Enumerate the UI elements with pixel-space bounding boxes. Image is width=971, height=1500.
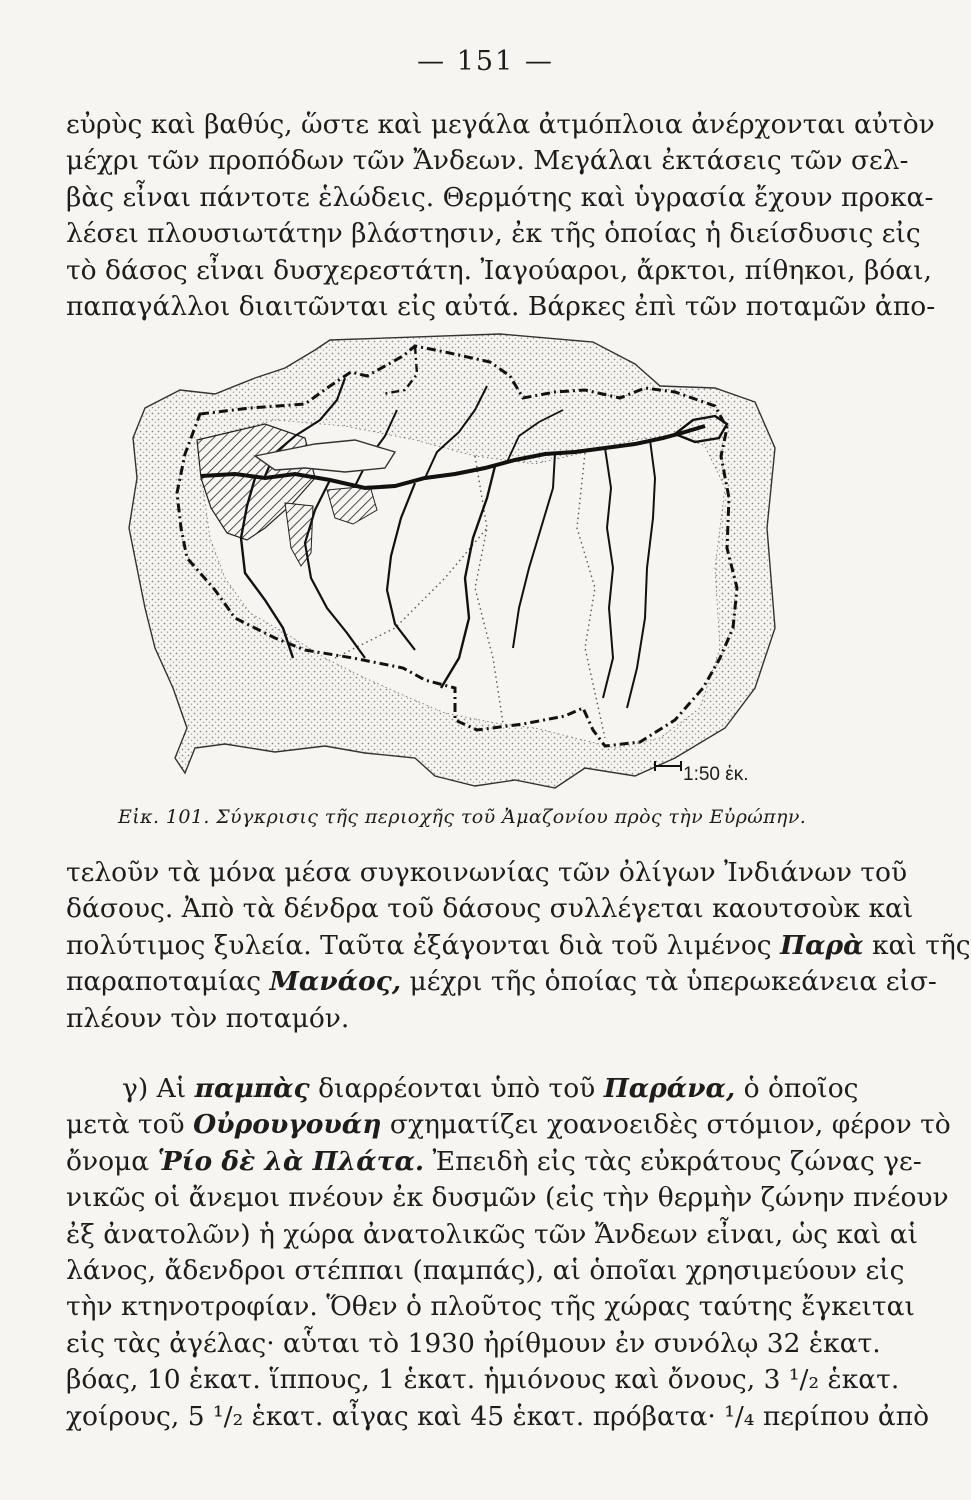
- text-line: λάνος, ἄδενδροι στέππαι (παμπάς), αἱ ὁποῖαι χρησιμεύουν εἰς: [66, 1254, 905, 1286]
- amazon-europe-comparison-map: [115, 328, 805, 800]
- place-name-rio-de-la-plata: Ῥίο δὲ λὰ Πλάτα.: [157, 1145, 425, 1177]
- text-line: μέχρι τῶν προπόδων τῶν Ἄνδεων. Μεγάλαι ἐκτάσεις τῶν σελ-: [66, 145, 909, 177]
- text-line: τὴν κτηνοτροφίαν. Ὅθεν ὁ πλοῦτος τῆς χώρας ταύτης ἔγκειται: [66, 1291, 915, 1323]
- text-line: τὸ δάσος εἶναι δυσχερεστάτη. Ἰαγούαροι, ἄρκτοι, πίθηκοι, βόαι,: [66, 254, 932, 286]
- text-line: βὰς εἶναι πάντοτε ἑλώδεις. Θερμότης καὶ ὑγρασία ἔχουν προκα-: [66, 181, 934, 213]
- text-line: εἰς τὰς ἀγέλας· αὗται τὸ 1930 ἠρίθμουν ἐν συνόλῳ 32 ἑκατ.: [66, 1327, 881, 1359]
- place-name-uruguay: Οὐρουγουάη: [193, 1109, 382, 1141]
- text-line: πλέουν τὸν ποταμόν.: [66, 1002, 350, 1034]
- place-name-parana: Παράνα,: [603, 1073, 736, 1104]
- text-line: παπαγάλλοι διαιτῶνται εἰς αὐτά. Βάρκες ἐπὶ τῶν ποταμῶν ἀπο-: [66, 290, 936, 322]
- text-line: βόας, 10 ἑκατ. ἵππους, 1 ἑκατ. ἡμιόνους καὶ ὄνους, 3 ¹/₂ ἑκατ.: [66, 1364, 900, 1396]
- text-line: τελοῦν τὰ μόνα μέσα συγκοινωνίας τῶν ὀλίγων Ἰνδιάνων τοῦ: [66, 857, 908, 888]
- place-name-manaos: Μανάος,: [269, 966, 402, 998]
- text-line: γ) Αἱ παμπὰς διαρρέονται ὑπὸ τοῦ Παράνα, ὁ ὁποῖος: [122, 1073, 859, 1104]
- text-line: νικῶς οἱ ἄνεμοι πνέουν ἐκ δυσμῶν (εἰς τὴν θερμὴν ζώνην πνέουν: [66, 1182, 949, 1214]
- map-scale-label: 1:50 ἑκ.: [683, 764, 749, 785]
- text-line: παραποταμίας Μανάος, μέχρι τῆς ὁποίας τὰ ὑπερωκεάνεια εἰσ-: [66, 966, 937, 998]
- text-line: δάσους. Ἀπὸ τὰ δένδρα τοῦ δάσους συλλέγεται καουτσοὺκ καὶ: [66, 893, 914, 925]
- text-line: εὐρὺς καὶ βαθύς, ὥστε καὶ μεγάλα ἀτμόπλοια ἀνέρχονται αὐτὸν: [66, 109, 935, 140]
- text-line: χοίρους, 5 ¹/₂ ἑκατ. αἶγας καὶ 45 ἑκατ. πρόβατα· ¹/₄ περίπου ἀπὸ: [66, 1400, 930, 1432]
- term-pampas: παμπὰς: [194, 1073, 310, 1104]
- paragraph-amazon-forest: [66, 107, 936, 325]
- text-line: ἐξ ἀνατολῶν) ἡ χώρα ἀνατολικῶς τῶν Ἄνδεων εἶναι, ὡς καὶ αἱ: [66, 1218, 919, 1250]
- text-line: μετὰ τοῦ Οὐρουγουάη σχηματίζει χοανοειδὲς στόμιον, φέρον τὸ: [66, 1109, 951, 1141]
- paragraph-pampas: [66, 1071, 951, 1435]
- figure-caption: Εἰκ. 101. Σύγκρισις τῆς περιοχῆς τοῦ Ἀμαζονίου πρὸς τὴν Εὐρώπην.: [118, 806, 807, 828]
- text-line: λέσει πλουσιωτάτην βλάστησιν, ἐκ τῆς ὁποίας ἡ διείσδυσις εἰς: [66, 218, 921, 250]
- text-line: πολύτιμος ξυλεία. Ταῦτα ἐξάγονται διὰ τοῦ λιμένος Παρὰ καὶ τῆς: [66, 929, 971, 961]
- page-number: — 151 —: [417, 46, 554, 77]
- place-name-para: Παρὰ: [780, 929, 864, 961]
- paragraph-transport-exports: [66, 855, 971, 1037]
- text-line: ὄνομα Ῥίο δὲ λὰ Πλάτα. Ἐπειδὴ εἰς τὰς εὐκράτους ζώνας γε-: [66, 1145, 922, 1177]
